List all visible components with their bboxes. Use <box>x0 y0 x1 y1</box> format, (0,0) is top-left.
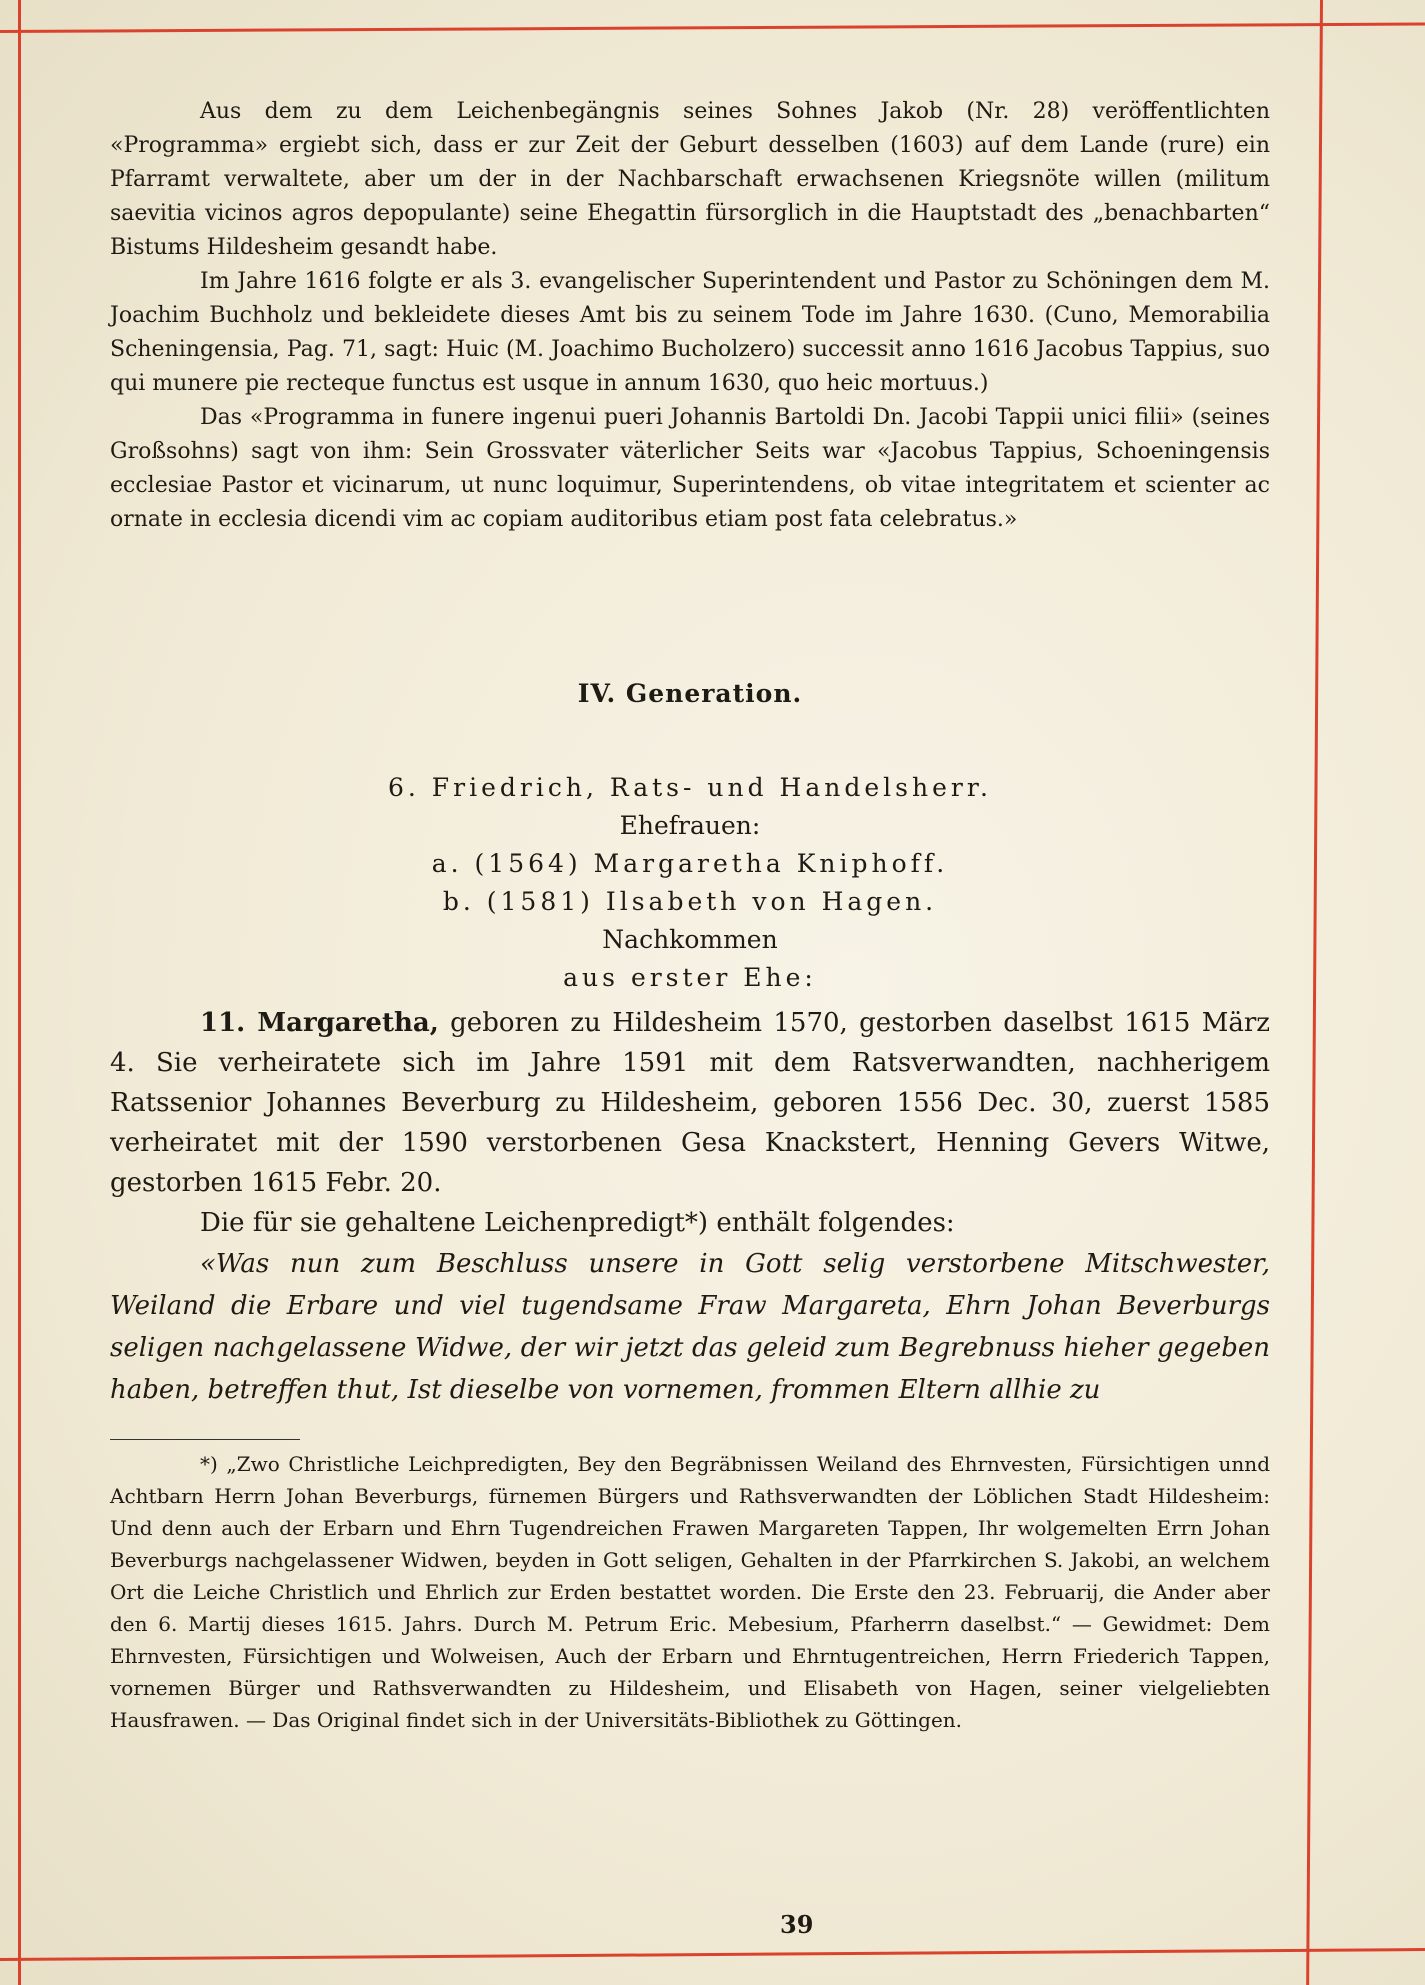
person-entry <box>110 1003 1270 1411</box>
person-name: 11. Margaretha, <box>200 1008 439 1038</box>
footnote: *) „Zwo Christliche Leichpredigten, Bey den Begräbnissen Weiland des Ehrnvesten, Fürsichtigen unnd Achtbarn Herrn Johan Beverburgs, fürnemen Bürgers und Rathsverwandten der Löblichen Stadt Hildesheim: Und denn auch der Erbarn und Ehrn Tugendreichen Frawen Margareten Tappen, Ihr wolgemelten Errn Johan Beverburgs nachgelassener Widwen, beyden in Gott seligen, Gehalten in der Pfarrkirchen S. Jakobi, an welchem Ort die Leiche Christlich und Ehrlich zur Erden bestattet worden. Die Erste den 23. Februarij, die Ander aber den 6. Martij dieses 1615. Jahrs. Durch M. Petrum Eric. Mebesium, Pfarherrn daselbst.“ — Gewidmet: Dem Ehrnvesten, Fürsichtigen und Wolweisen, Auch der Erbarn und Ehrntugentreichen, Herrn Friederich Tappen, vornemen Bürger und Rathsverwandten zu Hildesheim, und Elisabeth von Hagen, seiner vielgeliebten Hausfrawen. — Das Original findet sich in der Universitäts-Bibliothek zu Göttingen. <box>110 1452 1270 1732</box>
family-entry-header <box>110 769 1270 997</box>
section-heading: IV. Generation. <box>577 679 803 708</box>
person-sermon-intro: Die für sie gehaltene Leichenpredigt*) enthält folgendes: <box>200 1208 955 1238</box>
page-number: 39 <box>780 1910 814 1939</box>
person-biography: geboren zu Hildesheim 1570, gestorben daselbst 1615 März 4. Sie verheiratete sich im Jahre 1591 mit dem Ratsverwandten, nachherigem Ratssenior Johannes Beverburg zu Hildesheim, geboren 1556 Dec. 30, zuerst 1585 verheiratet mit der 1590 verstorbenen Gesa Knackstert, Henning Gevers Witwe, gestorben 1615 Febr. 20. <box>110 1008 1270 1198</box>
sermon-quote: «Was nun zum Beschluss unsere in Gott selig verstorbene Mitschwester, Weiland die Erbare und viel tugendsame Fraw Margareta, Ehrn Johan Beverburgs seligen nachgelassene Widwe, der wir jetzt das geleid zum Begrebnuss hieher gegeben haben, betreffen thut, Ist dieselbe von vornemen, frommen Eltern allhie zu <box>110 1249 1270 1405</box>
entry-wives-label: Ehefrauen: <box>619 811 761 840</box>
footnote-rule <box>110 1439 300 1440</box>
entry-descendants-label: Nachkommen <box>602 925 778 954</box>
entry-wife-a: a. (1564) Margaretha Kniphoff. <box>431 849 949 878</box>
paragraph-programma: Aus dem zu dem Leichenbegängnis seines Sohnes Jakob (Nr. 28) veröffentlichten «Programma» ergiebt sich, dass er zur Zeit der Geburt desselben (1603) auf dem Lande (rure) ein Pfarramt verwaltete, aber um der in der Nachbarschaft erwachsenen Kriegsnöte willen (militum saevitia vicinos agros depopulante) seine Ehegattin fürsorglich in die Hauptstadt des „benachbarten“ Bistums Hildesheim gesandt habe. <box>110 99 1270 260</box>
paragraph-grandson: Das «Programma in funere ingenui pueri Johannis Bartoldi Dn. Jacobi Tappii unici filii» (seines Großsohns) sagt von ihm: Sein Grossvater väterlicher Seits war «Jacobus Tappius, Schoeningensis ecclesiae Pastor et vicinarum, ut nunc loquimur, Superintendens, ob vitae integritatem et scienter ac ornate in ecclesia dicendi vim ac copiam auditoribus etiam post fata celebratus.» <box>110 405 1270 532</box>
entry-father: 6. Friedrich, Rats- und Handelsherr. <box>388 773 992 802</box>
entry-marriage-label: aus erster Ehe: <box>563 963 817 992</box>
entry-wife-b: b. (1581) Ilsabeth von Hagen. <box>442 887 938 916</box>
red-frame-left <box>18 0 21 1985</box>
page-body <box>110 95 1270 1736</box>
paragraph-superintendent: Im Jahre 1616 folgte er als 3. evangelischer Superintendent und Pastor zu Schöningen dem M. Joachim Buchholz und bekleidete dieses Amt bis zu seinem Tode im Jahre 1630. (Cuno, Memorabilia Scheningensia, Pag. 71, sagt: Huic (M. Joachimo Bucholzero) successit anno 1616 Jacobus Tappius, suo qui munere pie recteque functus est usque in annum 1630, quo heic mortuus.) <box>110 269 1270 396</box>
